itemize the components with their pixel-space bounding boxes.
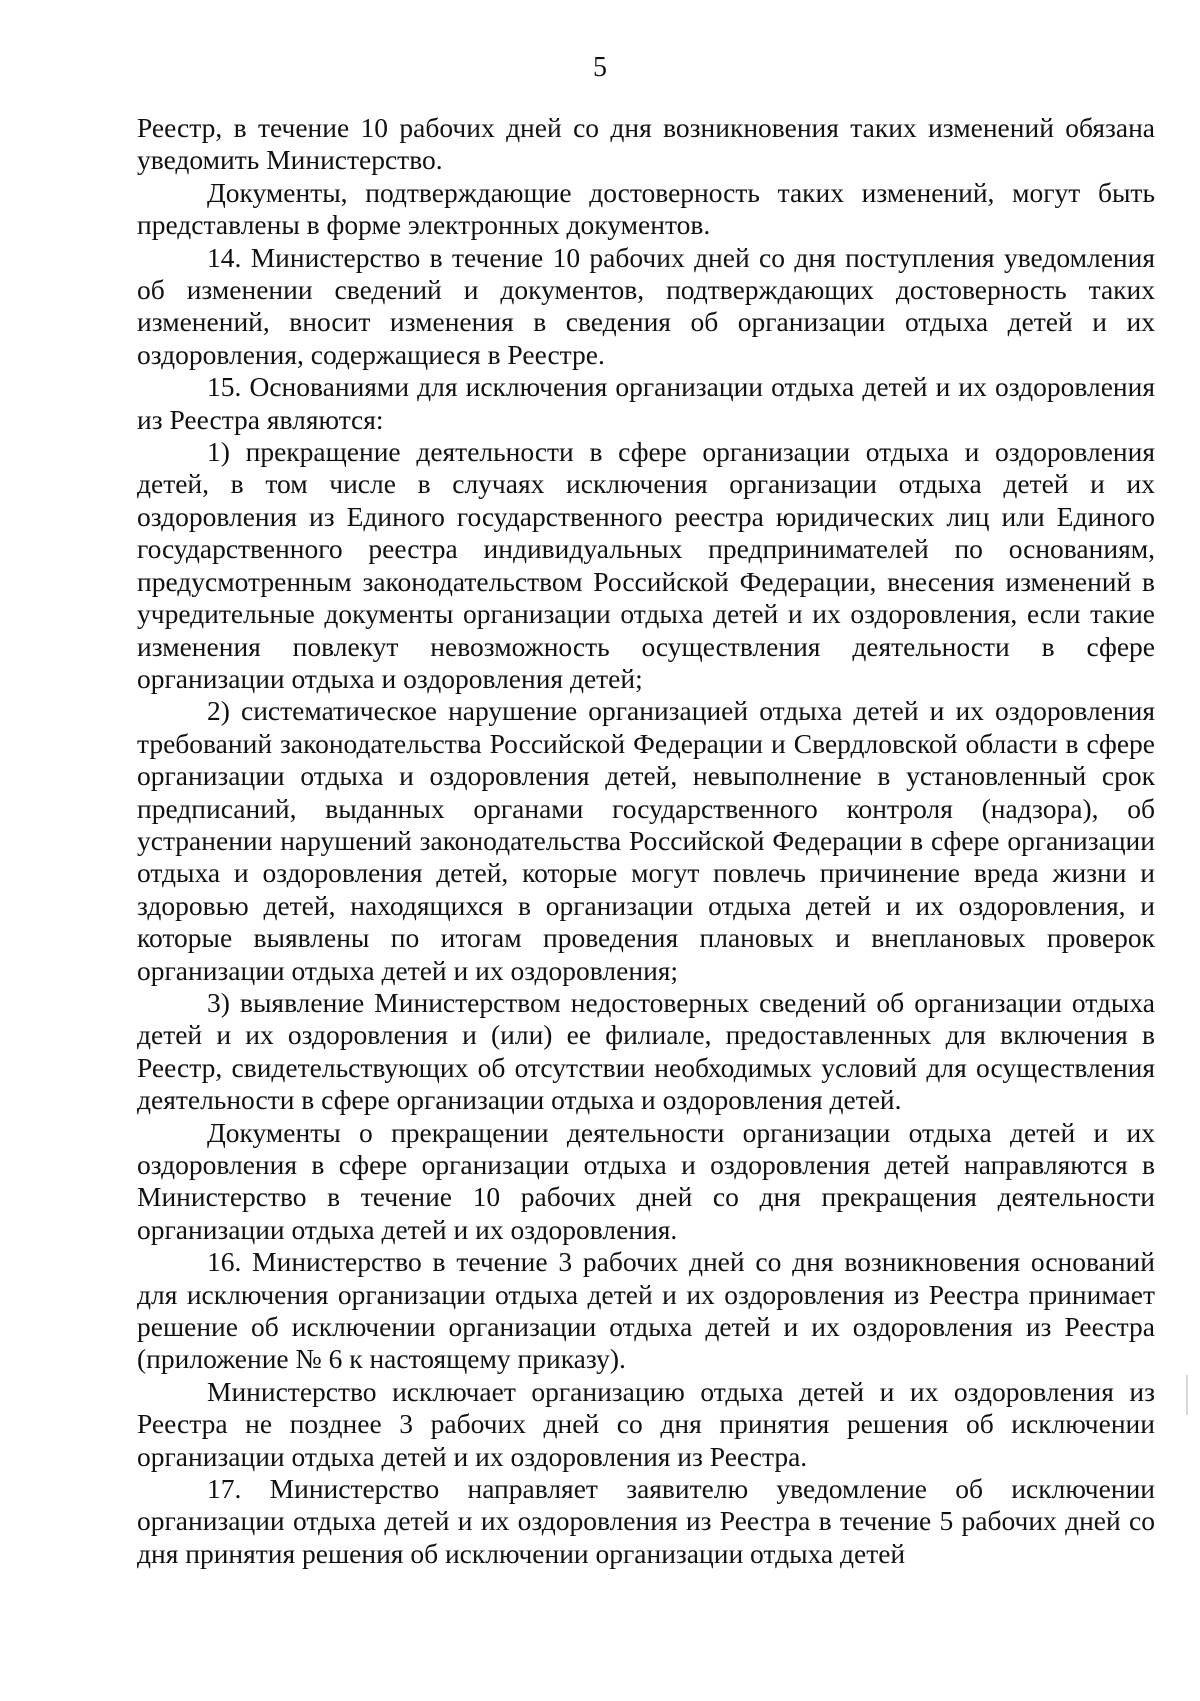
paragraph-documents-confirmation: Документы, подтверждающие достоверность таких изменений, могут быть представлены в форме электронных документов. (137, 176, 1155, 241)
document-body (137, 112, 1155, 1570)
page-number: 5 (593, 52, 607, 83)
paragraph-15-item-3: 3) выявление Министерством недостоверных сведений об организации отдыха детей и их оздоровления и (или) ее филиале, предоставленных для включения в Реестр, свидетельствующих об отсутствии необходимых условий для осуществления деятельности в сфере организации отдыха и оздоровления детей. (137, 986, 1155, 1116)
paragraph-15-item-1: 1) прекращение деятельности в сфере организации отдыха и оздоровления детей, в том числе в случаях исключения организации отдыха детей и их оздоровления из Единого государственного реестра юридических лиц или Единого государственного реестра индивидуальных предпринимателей по основаниям, предусмотренным законодательством Российской Федерации, внесения изменений в учредительные документы организации отдыха детей и их оздоровления, если такие изменения повлекут невозможность осуществления деятельности в сфере организации отдыха и оздоровления детей; (137, 436, 1155, 694)
scan-artifact (1186, 1375, 1188, 1415)
paragraph-14: 14. Министерство в течение 10 рабочих дней со дня поступления уведомления об изменении сведений и документов, подтверждающих достоверность таких изменений, вносит изменения в сведения об организации отдыха детей и их оздоровления, содержащиеся в Реестре. (137, 241, 1155, 370)
paragraph-16: 16. Министерство в течение 3 рабочих дней со дня возникновения оснований для исключения организации отдыха детей и их оздоровления из Реестра принимает решение об исключении организации отдыха детей и их оздоровления из Реестра (приложение № 6 к настоящему приказу). (137, 1246, 1155, 1375)
paragraph-17: 17. Министерство направляет заявителю уведомление об исключении организации отдыха детей и их оздоровления из Реестра в течение 5 рабочих дней со дня принятия решения об исключении организации отдыха детей (137, 1473, 1155, 1569)
paragraph-exclusion-deadline: Министерство исключает организацию отдыха детей и их оздоровления из Реестра не позднее 3 рабочих дней со дня принятия решения об исключении организации отдыха детей и их оздоровления из Реестра. (137, 1375, 1155, 1472)
paragraph-continuation: Реестр, в течение 10 рабочих дней со дня возникновения таких изменений обязана уведомить Министерство. (137, 112, 1155, 176)
paragraph-15-item-2: 2) систематическое нарушение организацией отдыха детей и их оздоровления требований законодательства Российской Федерации и Свердловской области в сфере организации отдыха и оздоровления детей, невыполнение в установленный срок предписаний, выданных органами государственного контроля (надзора), об устранении нарушений законодательства Российской Федерации в сфере организации отдыха и оздоровления детей, которые могут повлечь причинение вреда жизни и здоровью детей, находящихся в организации отдыха детей и их оздоровления, и которые выявлены по итогам проведения плановых и внеплановых проверок организации отдыха детей и их оздоровления; (137, 695, 1155, 986)
paragraph-15: 15. Основаниями для исключения организации отдыха детей и их оздоровления из Реестра являются: (137, 371, 1155, 435)
paragraph-termination-documents: Документы о прекращении деятельности организации отдыха детей и их оздоровления в сфере организации отдыха и оздоровления детей направляются в Министерство в течение 10 рабочих дней со дня прекращения деятельности организации отдыха детей и их оздоровления. (137, 1116, 1155, 1245)
